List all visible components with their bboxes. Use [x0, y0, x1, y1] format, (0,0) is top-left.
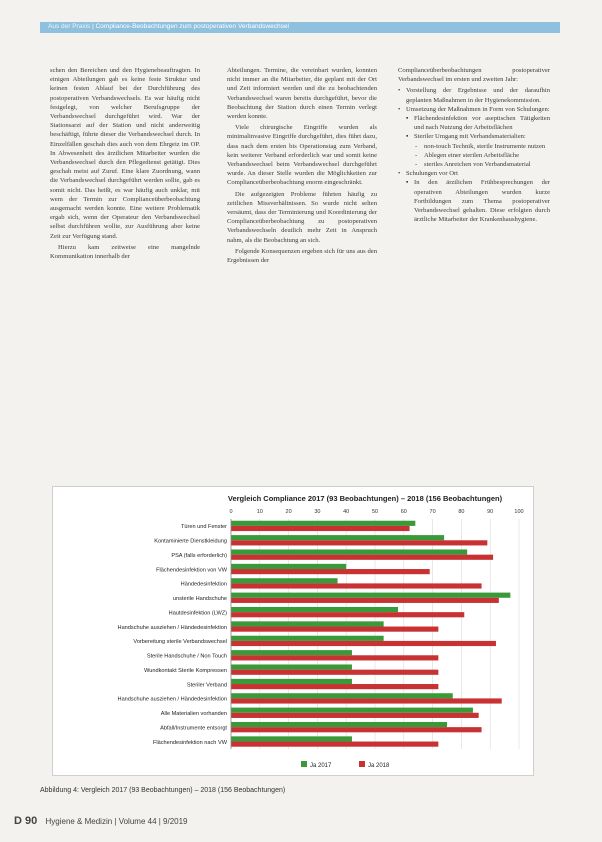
legend-swatch [359, 761, 365, 767]
category-label: Vorbereitung sterile Verbandswechsel [133, 639, 227, 646]
bar-ja-2018 [231, 583, 482, 588]
bullet-item: - Ablegen einer sterilen Arbeitsfläche [398, 151, 550, 160]
bullet-item: ▪ In den ärztlichen Frühbesprechungen der operativen Abteilungen wurden kurze Fortbildungen zum Thema postoperativer Verbandswechsel gehalten. Diese erfolgten durch ärztliche Mitarbeiter der Krankenhaushygiene. [398, 178, 550, 224]
text-column-2 [227, 66, 377, 267]
bullet-item: • Umsetzung der Maßnahmen in Form von Schulungen: [398, 105, 550, 114]
category-label: unsterile Handschuhe [172, 596, 227, 603]
bar-ja-2018 [231, 627, 438, 632]
bar-ja-2017 [231, 736, 352, 741]
category-label: Händedesinfektion [180, 581, 227, 588]
bullet-item: • Vorstellung der Ergebnisse und der daraufhin geplanten Maßnahmen in der Hygienekommission. [398, 86, 550, 104]
x-tick-label: 20 [285, 509, 292, 515]
bar-ja-2017 [231, 636, 384, 641]
bar-ja-2017 [231, 722, 447, 727]
category-label: Flächendesinfektion von VW [156, 567, 227, 574]
journal-info: Hygiene & Medizin | Volume 44 | 9/2019 [45, 817, 188, 826]
bullet-item: - non-touch Technik, sterile Instrumente nutzen [398, 142, 550, 151]
bar-ja-2018 [231, 526, 410, 531]
bar-ja-2018 [231, 569, 430, 574]
x-tick-label: 40 [343, 509, 350, 515]
paragraph: Hierzu kam zeitweise eine mangelnde Kommunikation innerhalb der [50, 243, 200, 261]
legend-swatch [301, 761, 307, 767]
category-label: Steriler Verband [186, 682, 227, 689]
header-title: Compliance-Beobachtungen zum postoperativen Verbandswechsel [95, 23, 289, 30]
legend-label: Ja 2018 [368, 763, 390, 769]
paragraph: Viele chirurgische Eingriffe wurden als minimalinvasive Eingriffe durchgeführt, dies führt dazu, dass nach dem ersten bis Operationstag zum Verband, kein weiterer Verband erforderlich war und somit keine Verbandswechsel beim Verbandswechsel durchgeführt wurde. An dieser Stelle wurden die Möglichkeiten zur Complianceüberbeobachtung enorm eingeschränkt. [227, 124, 377, 187]
category-label: Flächendesinfektion nach VW [152, 739, 227, 746]
bar-ja-2017 [231, 607, 398, 612]
bullet-item: • Schulungen vor Ort [398, 169, 550, 178]
paragraph: schen den Bereichen und den Hygienebeauftragten. In einigen Abteilungen gab es keine feste Struktur und keinen festen Ablauf bei der Durchführung des postoperativen Verbandswechsels. Es war häufig nicht festgelegt, von welcher Berufsgruppe der Verbandswechsel durchgeführt wird. War der Stationsarzt auf der Station und nicht anderweitig beschäftigt, führte dieser die Verbandswechsel durch. In Einzelfällen geschah dies auch von dem Ehrgeiz im OP. In Abwesenheit des ärztlichen Mitarbeiter wurden die Verbandswechsel durch den Pflegedienst getätigt. Dies geschah meist auf Zuruf. Eine klare Zuordnung, wann die Verbandswechsel durchgeführt werden sollte, gab es somit nicht. Das heißt, es war häufig auch unklar, mit wem der Termin zur Complianceüberbeobachtung ausgemacht werden konnte. Eine weitere Problematik ergab sich, wenn der Operateur den Verbandswechsel selbst durchführen wollte, zur Ausführung aber keine Zeit zur Verfügung stand. [50, 67, 200, 240]
x-tick-label: 50 [371, 509, 379, 515]
x-tick-label: 10 [256, 509, 263, 515]
running-header: Aus der Praxis | Compliance-Beobachtungen zum postoperativen Verbandswechsel [48, 23, 289, 30]
bar-ja-2017 [231, 664, 352, 669]
category-label: Türen und Fenster [180, 524, 227, 531]
legend-label: Ja 2017 [310, 763, 332, 769]
bar-ja-2018 [231, 698, 502, 703]
bar-ja-2017 [231, 650, 352, 655]
bar-ja-2017 [231, 693, 453, 698]
text-column-3 [398, 66, 550, 224]
category-label: Abfall/Instrumente entsorgt [160, 725, 227, 732]
header-section: Aus der Praxis [48, 23, 91, 30]
compliance-chart [52, 486, 534, 776]
chart-svg [53, 487, 533, 775]
bar-ja-2018 [231, 684, 438, 689]
bar-ja-2017 [231, 535, 444, 540]
chart-title: Vergleich Compliance 2017 (93 Beobachtungen) – 2018 (156 Beobachtungen) [227, 494, 503, 503]
category-label: Hautdesinfektion (LWZ) [168, 610, 227, 617]
bar-ja-2018 [231, 555, 493, 560]
paragraph: Complianceüberbeobachtungen postoperativer Verbandswechsel im ersten und zweiten Jahr: [398, 67, 550, 84]
bar-ja-2017 [231, 708, 473, 713]
bar-ja-2018 [231, 670, 438, 675]
bar-ja-2018 [231, 742, 438, 747]
paragraph: Folgende Konsequenzen ergeben sich für uns aus den Ergebnissen der [227, 247, 377, 265]
bar-ja-2018 [231, 713, 479, 718]
bar-ja-2018 [231, 727, 482, 732]
bullet-item: - steriles Anreichen von Verbandsmaterial [398, 160, 550, 169]
x-tick-label: 80 [458, 509, 465, 515]
category-label: Handschuhe ausziehen / Händedesinfektion [117, 624, 227, 631]
bar-ja-2018 [231, 612, 464, 617]
bar-ja-2018 [231, 655, 438, 660]
category-label: PSA (falls erforderlich) [171, 552, 227, 559]
paragraph: Die aufgezeigten Probleme führten häufig zu zeitlichen Missverhältnissen. So wurde nicht selten versäumt, dass der Terminierung und Koordinierung der Complianceüberbeobachtung zu postoperativen Verbandswechseln deutlich mehr Zeit in Anspruch nahm, als die Beobachtung an sich. [227, 190, 377, 244]
bullet-item: ▪ Flächendesinfektion vor aseptischen Tätigkeiten und nach Nutzung der Arbeitsflächen [398, 114, 550, 132]
bar-ja-2017 [231, 593, 510, 598]
x-tick-label: 100 [514, 509, 524, 515]
category-label: Kontaminierte Dienstkleidung [154, 538, 227, 545]
x-tick-label: 60 [400, 509, 407, 515]
bar-ja-2018 [231, 540, 487, 545]
figure-caption: Abbildung 4: Vergleich 2017 (93 Beobachtungen) – 2018 (156 Beobachtungen) [40, 787, 286, 794]
bar-ja-2017 [231, 578, 338, 583]
bar-ja-2017 [231, 679, 352, 684]
x-tick-label: 70 [429, 509, 436, 515]
x-tick-label: 90 [487, 509, 494, 515]
bar-ja-2017 [231, 521, 415, 526]
x-tick-label: 30 [314, 509, 321, 515]
bar-ja-2018 [231, 641, 496, 646]
category-label: Sterile Handschuhe / Non Touch [146, 653, 227, 660]
bar-ja-2017 [231, 621, 384, 626]
paragraph: Abteilungen. Termine, die vereinbart wurden, konnten nicht immer an die Mitarbeiter, die geplant mit der Ort und Zeit informiert werden und die zu beobachtenden Verbandswechsel waren bereits durchgeführt, bevor die Beobachtung der Station durch einen Termin verlegt werden konnte. [227, 67, 377, 121]
category-label: Wundkontakt Sterile Kompressen [144, 667, 227, 674]
category-label: Handschuhe ausziehen / Händedesinfektion [117, 696, 227, 703]
bar-ja-2017 [231, 564, 346, 569]
category-label: Alle Materialien vorhanden [160, 711, 227, 718]
x-tick-label: 0 [229, 509, 233, 515]
bullet-list [398, 86, 550, 224]
page-number: D 90 [14, 815, 38, 827]
text-column-1 [50, 66, 200, 263]
bullet-item: ▪ Steriler Umgang mit Verbandsmaterialien: [398, 132, 550, 141]
bar-ja-2017 [231, 549, 467, 554]
page-footer [14, 815, 188, 827]
bar-ja-2018 [231, 598, 499, 603]
